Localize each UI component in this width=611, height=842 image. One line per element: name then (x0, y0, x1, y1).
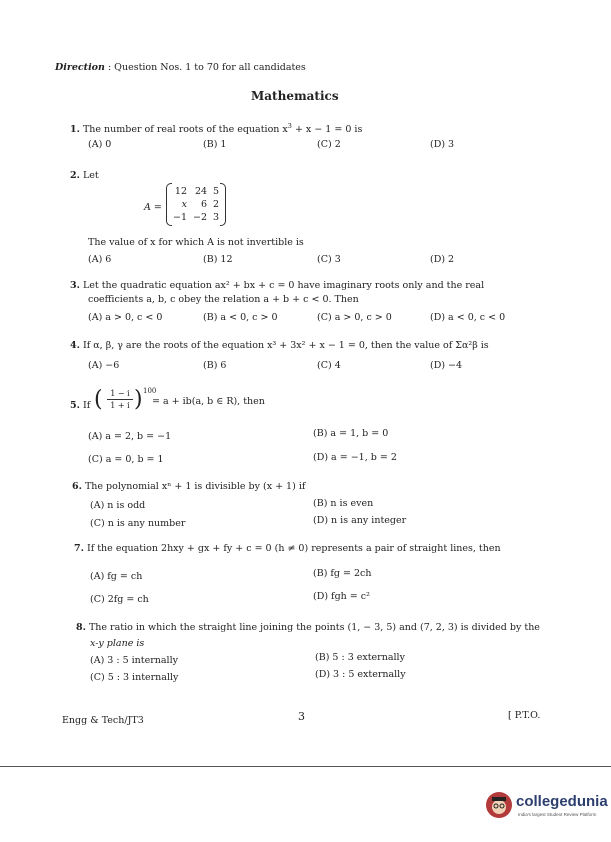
option-d[interactable]: (D) 3 : 5 externally (315, 669, 406, 680)
matrix-cell: −2 (193, 212, 208, 223)
question-6 (72, 481, 305, 492)
question-number: 4. (70, 340, 80, 351)
brand-tagline: India's largest Student Review Platform (518, 812, 597, 817)
option-b[interactable]: (B) 5 : 3 externally (315, 652, 405, 663)
option-a[interactable]: (A) −6 (88, 360, 120, 371)
paren-left: ( (94, 387, 103, 412)
matrix-bracket-right (220, 183, 226, 226)
question-1 (70, 122, 362, 135)
question-2-followup: The value of x for which A is not invertible is (88, 237, 304, 248)
question-number: 6. (72, 481, 82, 492)
question-number: 3. (70, 280, 80, 291)
fraction (94, 387, 157, 412)
option-a[interactable]: (A) a = 2, b = −1 (88, 431, 172, 442)
question-4 (70, 340, 489, 351)
option-d[interactable]: (D) a = −1, b = 2 (313, 452, 397, 463)
matrix-cell: 24 (194, 186, 208, 197)
matrix-cell: 12 (174, 186, 188, 197)
question-text: The polynomial xⁿ + 1 is divisible by (x + 1) if (84, 481, 306, 492)
paren-right: ) (134, 387, 143, 412)
question-5 (70, 400, 90, 411)
option-c[interactable]: (C) 2 (317, 139, 341, 150)
question-text: Let the quadratic equation ax² + bx + c = 0 have imaginary roots only and the real (82, 280, 485, 291)
matrix-cell: 5 (213, 186, 220, 197)
option-c[interactable]: (C) a = 0, b = 1 (88, 454, 164, 465)
matrix-bracket-left (166, 183, 172, 226)
question-text-tail: + x − 1 = 0 is (291, 124, 363, 136)
fraction-denominator: 1 + i (110, 401, 130, 410)
option-c[interactable]: (C) 5 : 3 internally (90, 672, 179, 683)
question-2 (70, 170, 99, 181)
matrix-row (170, 198, 222, 211)
question-7 (74, 543, 501, 554)
fraction-numerator: 1 − i (107, 388, 133, 400)
option-d[interactable]: (D) a < 0, c < 0 (430, 312, 506, 323)
exponent: 100 (143, 387, 157, 395)
option-d[interactable]: (D) fgh = c² (313, 591, 370, 602)
option-a[interactable]: (A) fg = ch (90, 571, 143, 582)
matrix-cell: 6 (200, 199, 208, 210)
matrix-cell: −1 (173, 212, 188, 223)
option-b[interactable]: (B) 6 (203, 360, 227, 371)
option-a[interactable]: (A) 3 : 5 internally (90, 655, 179, 666)
option-b[interactable]: (B) n is even (313, 498, 374, 509)
brand-name: collegedunia (516, 793, 608, 810)
mascot-face-icon (486, 792, 512, 818)
option-d[interactable]: (D) −4 (430, 360, 463, 371)
option-c[interactable]: (C) 4 (317, 360, 341, 371)
matrix-cell: 2 (213, 199, 220, 210)
question-8 (76, 622, 540, 633)
option-a[interactable]: (A) 0 (88, 139, 112, 150)
option-c[interactable]: (C) 2fg = ch (90, 594, 149, 605)
option-b[interactable]: (B) fg = 2ch (313, 568, 372, 579)
option-b[interactable]: (B) 12 (203, 254, 233, 265)
matrix-row (170, 211, 222, 224)
option-c[interactable]: (C) 3 (317, 254, 341, 265)
question-8-line2: x-y plane is (90, 638, 145, 649)
question-text: If (82, 400, 91, 411)
page-divider (0, 766, 611, 767)
matrix-row (170, 185, 222, 198)
question-3 (70, 280, 484, 291)
footer-code: Engg & Tech/JT3 (62, 715, 144, 726)
option-b[interactable]: (B) a = 1, b = 0 (313, 428, 389, 439)
direction-label: Direction (55, 62, 105, 73)
question-number: 5. (70, 400, 80, 411)
question-text: If α, β, γ are the roots of the equation x³ + 3x² + x − 1 = 0, then the value of Σα²β is (82, 340, 489, 351)
option-b[interactable]: (B) 1 (203, 139, 227, 150)
option-d[interactable]: (D) 2 (430, 254, 455, 265)
subject-title: Mathematics (251, 89, 339, 103)
question-text: The ratio in which the straight line joining the points (1, − 3, 5) and (7, 2, 3) is divided by the (88, 622, 540, 633)
exponent: 3 (287, 122, 292, 130)
option-a[interactable]: (A) a > 0, c < 0 (88, 312, 163, 323)
matrix-lhs: A = (144, 202, 162, 213)
question-number: 7. (74, 543, 84, 554)
question-text: If the equation 2hxy + gx + fy + c = 0 (h ≠ 0) represents a pair of straight lines, then (86, 543, 501, 554)
option-d[interactable]: (D) 3 (430, 139, 455, 150)
option-a[interactable]: (A) 6 (88, 254, 112, 265)
question-number: 2. (70, 170, 80, 181)
question-5-tail: = a + ib(a, b ∈ R), then (152, 396, 265, 407)
option-b[interactable]: (B) a < 0, c > 0 (203, 312, 278, 323)
direction-line (55, 62, 306, 73)
question-3-line2: coefficients a, b, c obey the relation a + b + c < 0. Then (88, 294, 359, 305)
matrix-cell: x (181, 199, 188, 210)
question-number: 1. (70, 124, 80, 136)
option-c[interactable]: (C) a > 0, c > 0 (317, 312, 392, 323)
matrix-cell: 3 (213, 212, 220, 223)
matrix-a (170, 185, 222, 224)
page-number: 3 (298, 710, 305, 723)
option-d[interactable]: (D) n is any integer (313, 515, 407, 526)
question-number: 8. (76, 622, 86, 633)
mascot-icon (486, 792, 512, 818)
direction-text: : Question Nos. 1 to 70 for all candidates (107, 62, 306, 73)
option-a[interactable]: (A) n is odd (90, 500, 146, 511)
pto-label: [ P.T.O. (508, 710, 541, 721)
option-c[interactable]: (C) n is any number (90, 518, 186, 529)
question-text: The number of real roots of the equation x (82, 124, 288, 136)
question-text: Let (82, 170, 99, 181)
